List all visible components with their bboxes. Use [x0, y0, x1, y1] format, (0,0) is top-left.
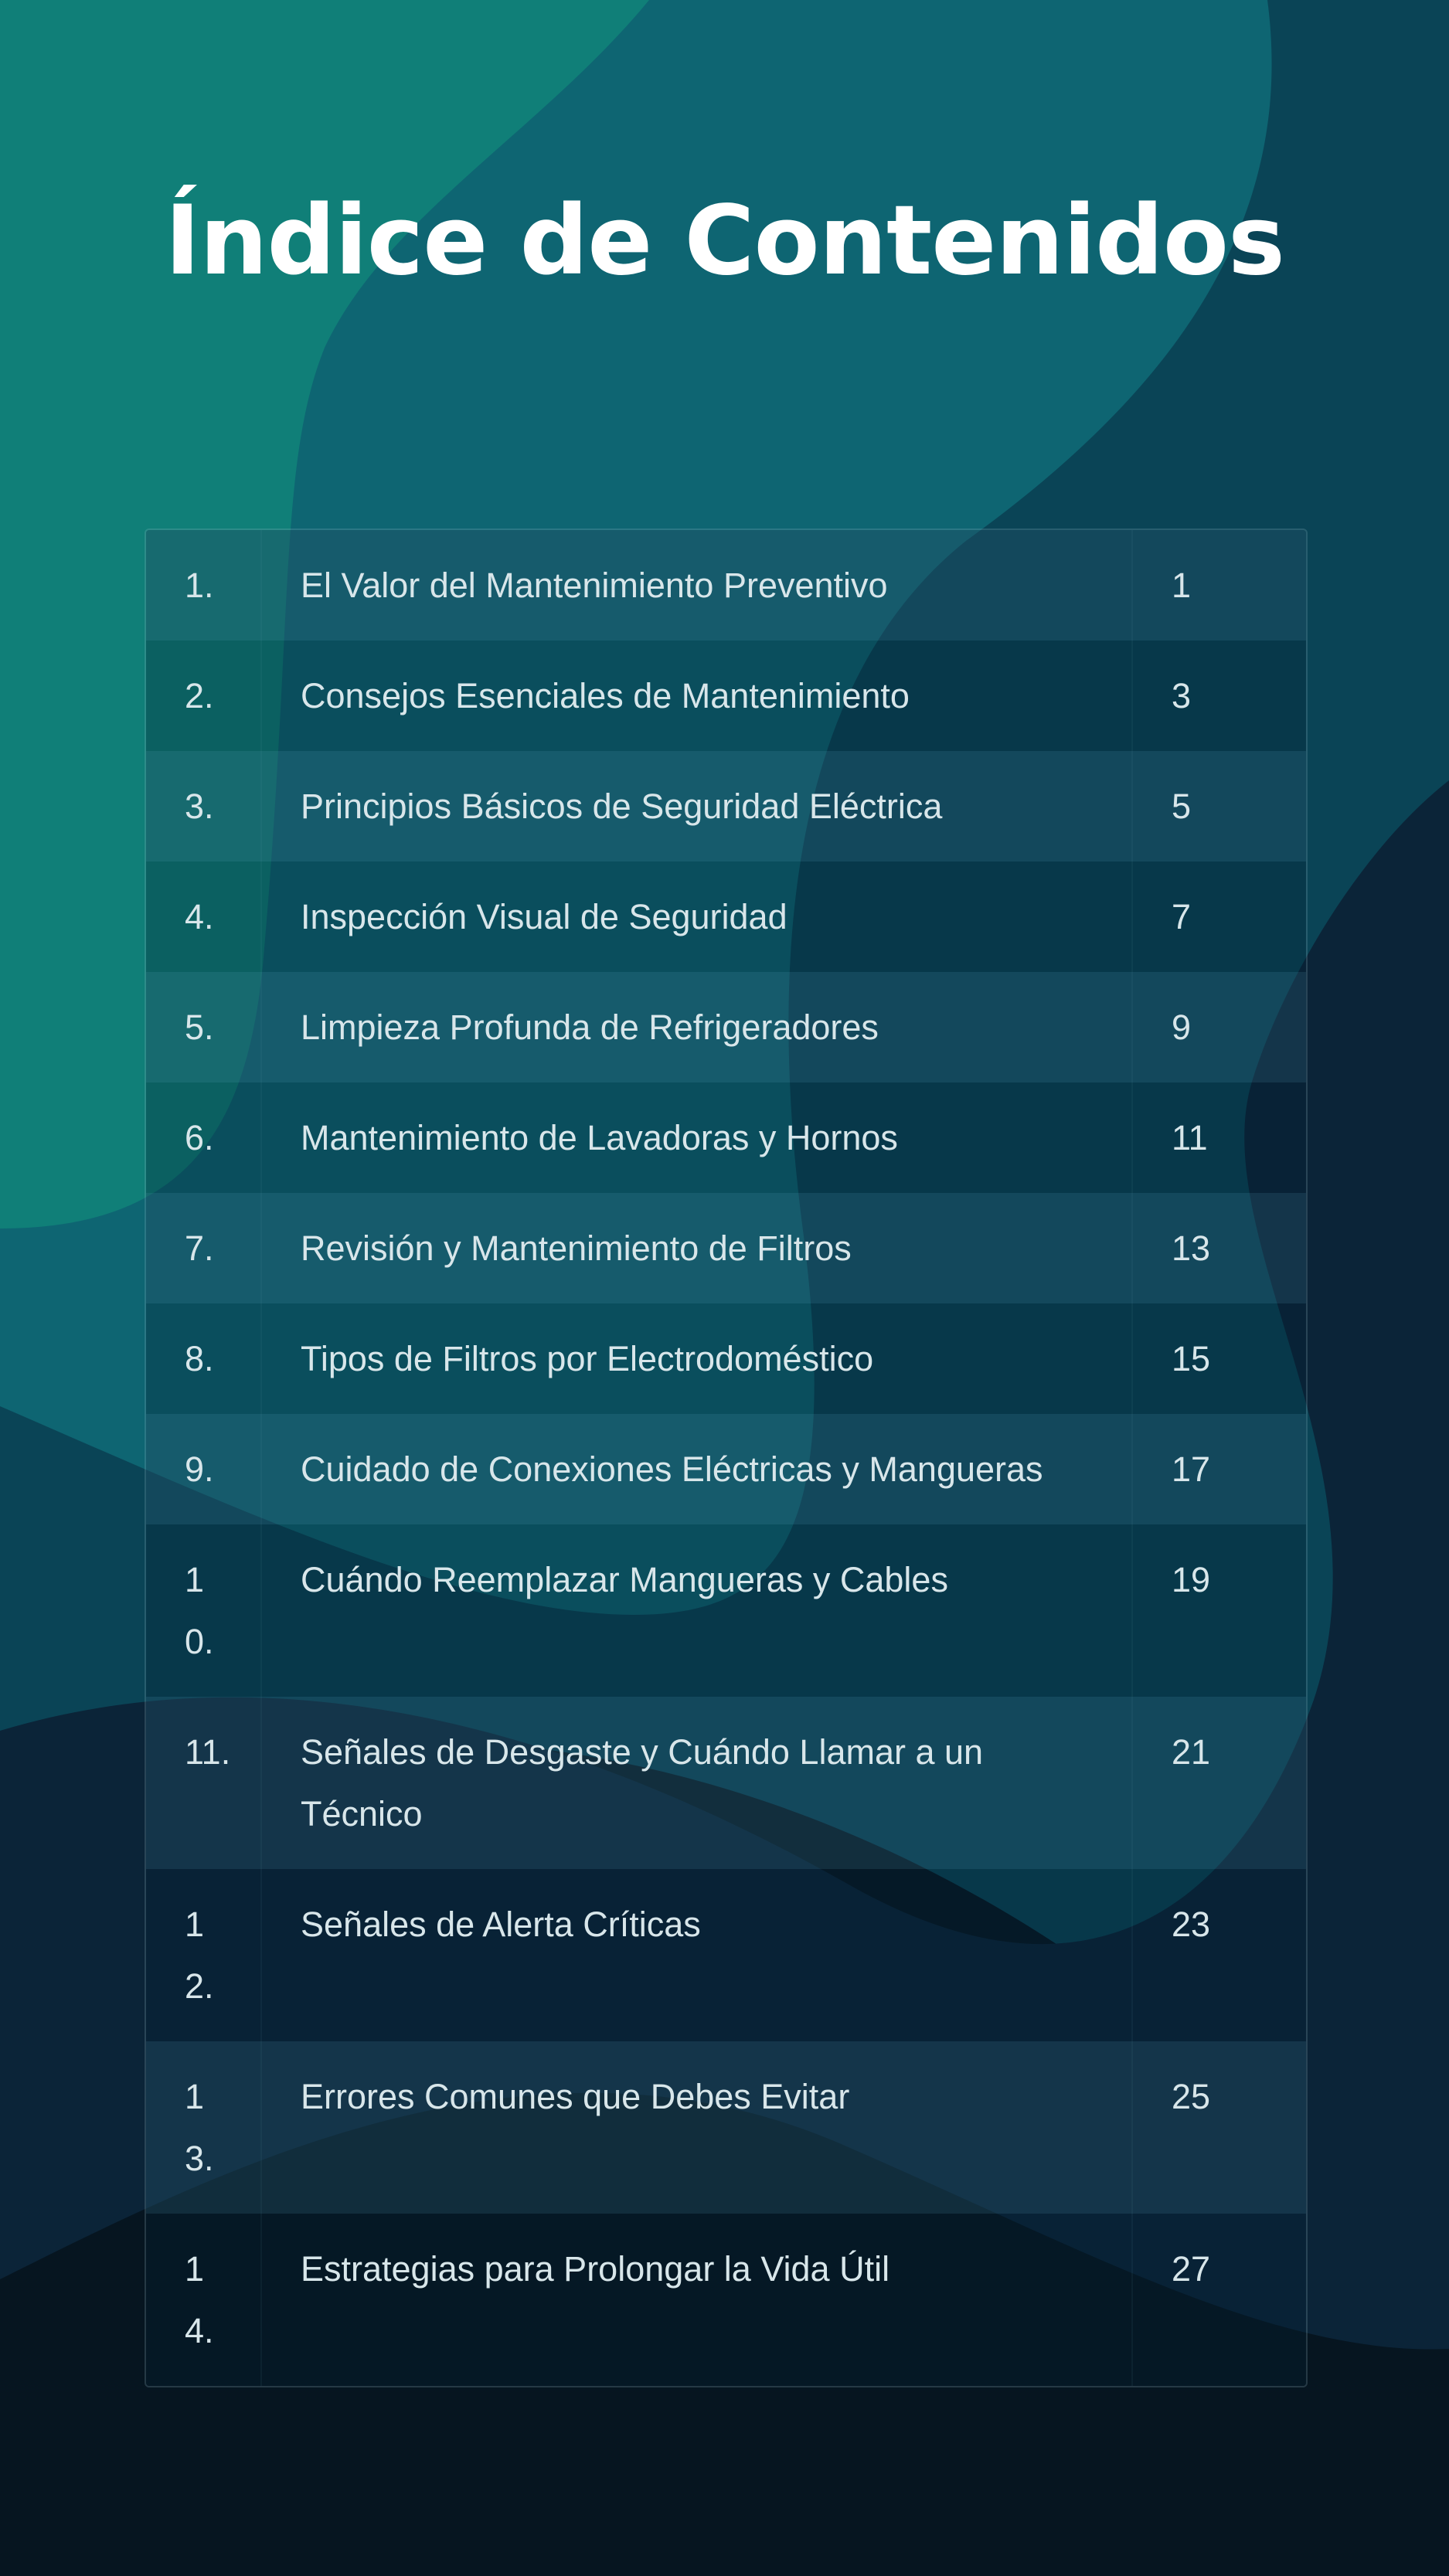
toc-entry-number: 5.	[146, 972, 262, 1082]
toc-entry-title: Señales de Desgaste y Cuándo Llamar a un Técnico	[301, 1732, 984, 1833]
toc-entry[interactable]	[146, 530, 1306, 641]
toc-entry-number	[146, 1869, 262, 2041]
toc-entry-page: 25	[1131, 2041, 1306, 2214]
toc-entry-title: El Valor del Mantenimiento Preventivo	[301, 566, 888, 605]
toc-entry-title: Principios Básicos de Seguridad Eléctrica	[301, 787, 943, 826]
toc-entry-title: Estrategias para Prolongar la Vida Útil	[301, 2249, 890, 2289]
toc-entry-number: 7.	[146, 1193, 262, 1303]
toc-entry-title: Errores Comunes que Debes Evitar	[301, 2077, 850, 2116]
toc-entry[interactable]	[146, 1697, 1306, 1869]
toc-entry-page: 19	[1131, 1524, 1306, 1697]
toc-entry-number	[146, 2214, 262, 2386]
toc-entry-page: 11	[1131, 1082, 1306, 1193]
toc-entry-page: 21	[1131, 1697, 1306, 1869]
toc-entry[interactable]	[146, 1524, 1306, 1697]
toc-entry-number-text: 10.	[185, 1560, 214, 1661]
toc-entry-number: 11.	[146, 1697, 262, 1869]
toc-entry[interactable]	[146, 1414, 1306, 1524]
toc-entry-title: Señales de Alerta Críticas	[301, 1905, 701, 1944]
toc-entry-page: 27	[1131, 2214, 1306, 2386]
toc-entry-number-text: 12.	[185, 1905, 214, 2006]
toc-entry-page: 17	[1131, 1414, 1306, 1524]
toc-entry-number: 9.	[146, 1414, 262, 1524]
toc-entry-title: Cuándo Reemplazar Mangueras y Cables	[301, 1560, 948, 1599]
toc-entry-title: Revisión y Mantenimiento de Filtros	[301, 1229, 852, 1268]
toc-entry-title: Cuidado de Conexiones Eléctricas y Mangueras	[301, 1449, 1043, 1489]
toc-entry-number: 8.	[146, 1303, 262, 1414]
toc-entry-number-text: 13.	[185, 2077, 214, 2178]
toc-entry[interactable]	[146, 2214, 1306, 2386]
toc-entry-number: 3.	[146, 751, 262, 861]
toc-entry-number	[146, 2041, 262, 2214]
toc-entry-title: Tipos de Filtros por Electrodoméstico	[301, 1339, 874, 1378]
toc-entry-page: 15	[1131, 1303, 1306, 1414]
table-of-contents	[145, 528, 1308, 2387]
toc-entry-number: 1.	[146, 530, 262, 641]
toc-entry[interactable]	[146, 751, 1306, 861]
toc-entry[interactable]	[146, 1082, 1306, 1193]
toc-entry[interactable]	[146, 972, 1306, 1082]
toc-entry-page: 23	[1131, 1869, 1306, 2041]
page-title: Índice de Contenidos	[165, 185, 1284, 297]
toc-entry-title: Mantenimiento de Lavadoras y Hornos	[301, 1118, 898, 1157]
toc-entry-title: Consejos Esenciales de Mantenimiento	[301, 676, 910, 715]
toc-entry-page: 5	[1131, 751, 1306, 861]
toc-entry-page: 9	[1131, 972, 1306, 1082]
toc-entry-number: 2.	[146, 641, 262, 751]
toc-entry[interactable]	[146, 861, 1306, 972]
toc-entry-number: 4.	[146, 861, 262, 972]
toc-entry[interactable]	[146, 1869, 1306, 2041]
toc-entry-title: Inspección Visual de Seguridad	[301, 897, 787, 936]
toc-entry-number: 6.	[146, 1082, 262, 1193]
toc-entry[interactable]	[146, 1193, 1306, 1303]
toc-entry[interactable]	[146, 641, 1306, 751]
toc-entry[interactable]	[146, 1303, 1306, 1414]
toc-entry-page: 13	[1131, 1193, 1306, 1303]
toc-entry-page: 7	[1131, 861, 1306, 972]
toc-entry-page: 1	[1131, 530, 1306, 641]
toc-entry-page: 3	[1131, 641, 1306, 751]
toc-entry-title: Limpieza Profunda de Refrigeradores	[301, 1008, 879, 1047]
toc-entry-number-text: 14.	[185, 2249, 214, 2350]
toc-entry[interactable]	[146, 2041, 1306, 2214]
toc-entry-number	[146, 1524, 262, 1697]
